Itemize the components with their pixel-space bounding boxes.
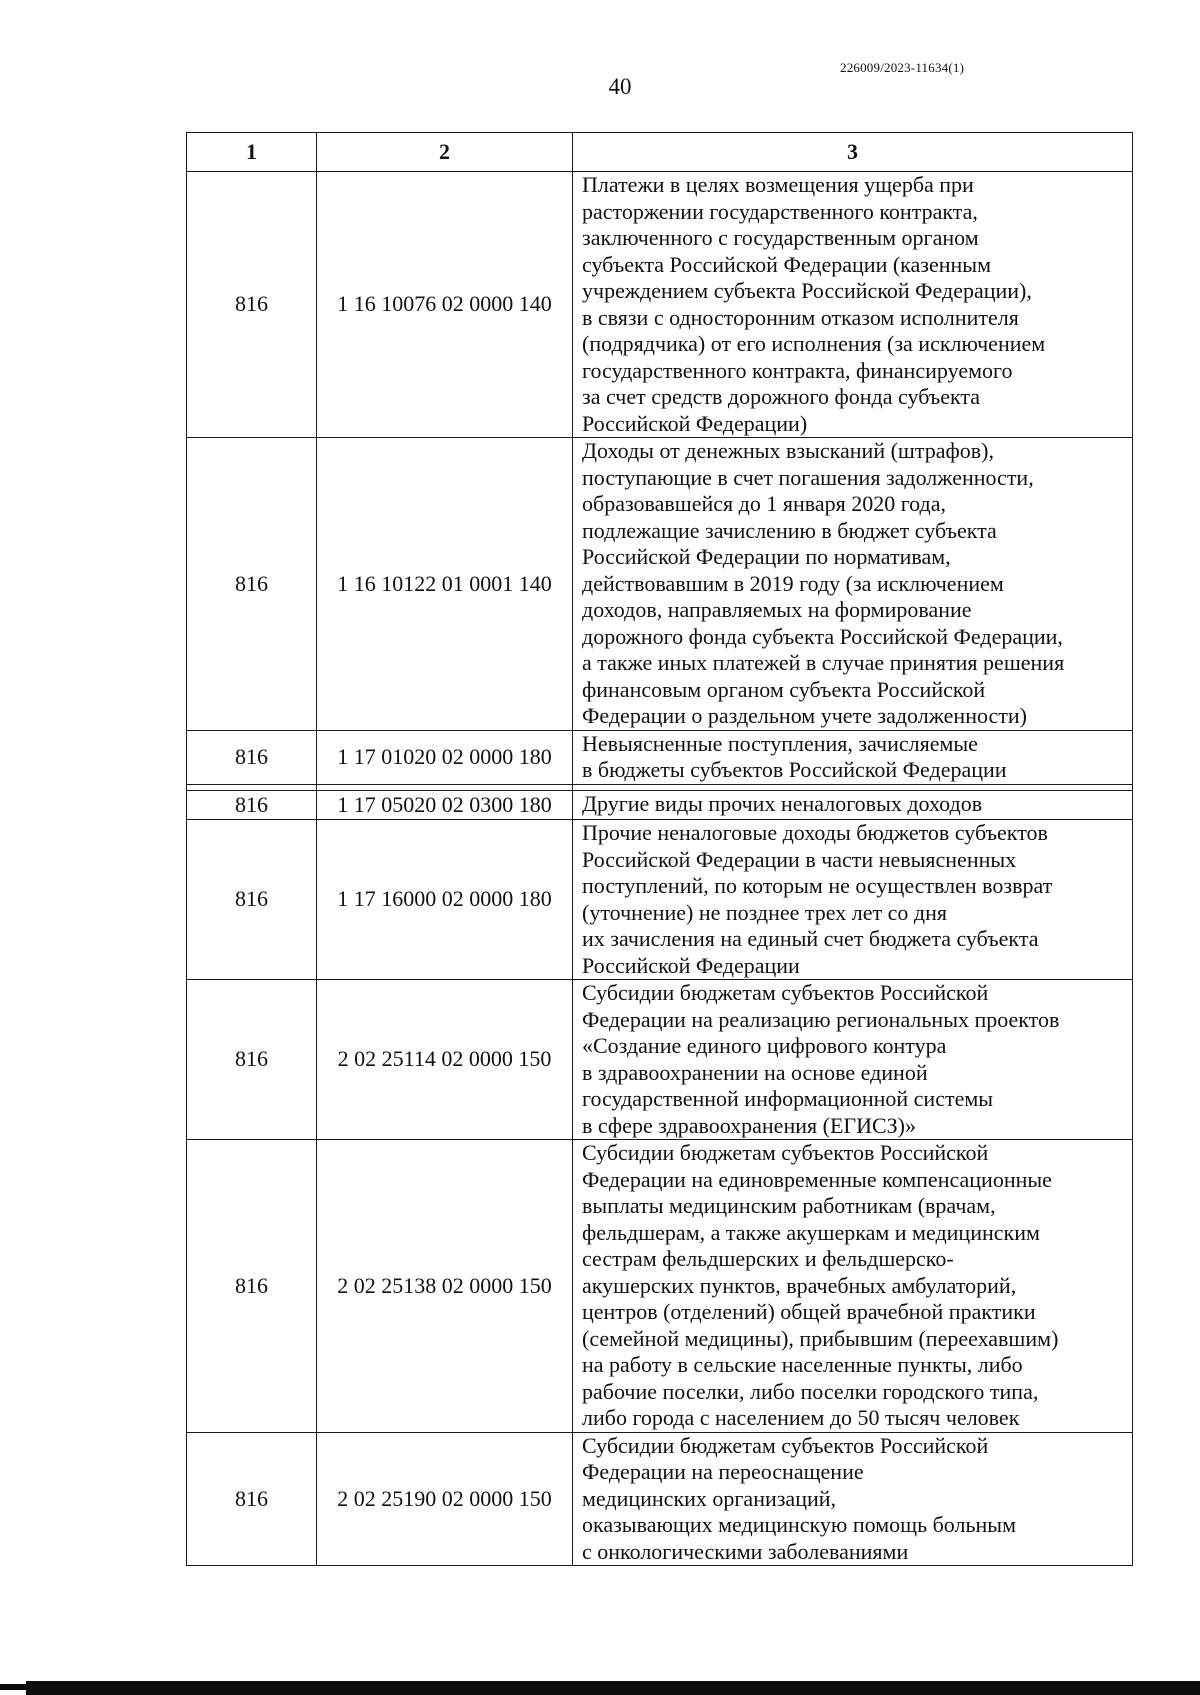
admin-code-cell: 816 (187, 438, 317, 731)
table-row (187, 790, 1133, 820)
description-line: Российской Федерации (582, 952, 800, 978)
description-line: в здравоохранении на основе единой (582, 1059, 928, 1085)
document-registration-number: 226009/2023-11634(1) (840, 60, 965, 75)
description-line: субъекта Российской Федерации (казенным (582, 251, 991, 277)
admin-code-cell: 816 (187, 820, 317, 980)
description-line: сестрам фельдшерских и фельдшерско- (582, 1246, 954, 1271)
description-line: (подрядчика) от его исполнения (за исключением (582, 331, 1046, 356)
admin-code-cell: 816 (187, 172, 317, 438)
description-line: Федерации на единовременные компенсационные (582, 1166, 1052, 1192)
admin-code-cell: 816 (187, 1140, 317, 1433)
income-description-cell (573, 820, 1133, 980)
description-line: а также иных платежей в случае принятия решения (582, 650, 1065, 675)
description-line: доходов, направляемых на формирование (582, 597, 972, 622)
table-row (187, 820, 1133, 980)
income-code-cell: 1 16 10076 02 0000 140 (317, 172, 573, 438)
table-row (187, 172, 1133, 438)
column-header-1: 1 (187, 133, 317, 172)
income-code-cell: 2 02 25114 02 0000 150 (317, 980, 573, 1140)
description-line: (семейной медицины), прибывшим (переехавшим) (582, 1325, 1059, 1351)
table-header-row (187, 133, 1133, 172)
description-line: дорожного фонда субъекта Российской Федерации, (582, 623, 1063, 649)
description-line: расторжении государственного контракта, (582, 198, 978, 224)
table-row (187, 1140, 1133, 1433)
description-line: рабочие поселки, либо поселки городского типа, (582, 1378, 1039, 1404)
admin-code-cell: 816 (187, 730, 317, 784)
scan-bottom-edge (26, 1681, 1200, 1695)
income-code-cell: 1 17 16000 02 0000 180 (317, 820, 573, 980)
description-line: (уточнение) не позднее трех лет со дня (582, 899, 947, 925)
description-line: в сфере здравоохранения (ЕГИСЗ)» (582, 1112, 917, 1138)
description-line: государственного контракта, финансируемого (582, 357, 1013, 383)
description-line: Российской Федерации по нормативам, (582, 544, 951, 569)
income-codes-table (186, 132, 1133, 1566)
description-line: на работу в сельские населенные пункты, либо (582, 1352, 1023, 1377)
income-description-cell (573, 730, 1133, 784)
description-line: образовавшейся до 1 января 2020 года, (582, 491, 946, 516)
description-line: поступлений, по которым не осуществлен возврат (582, 873, 1053, 898)
column-header-3: 3 (573, 133, 1133, 172)
description-line: Невыясненные поступления, зачисляемые (582, 730, 978, 756)
table-row (187, 980, 1133, 1140)
description-line: действовавшим в 2019 году (за исключением (582, 570, 1004, 596)
description-line: Российской Федерации) (582, 410, 808, 436)
description-line: акушерских пунктов, врачебных амбулаторий, (582, 1272, 1017, 1298)
description-line: заключенного с государственным органом (582, 225, 979, 250)
income-code-cell: 1 17 05020 02 0300 180 (317, 790, 573, 820)
admin-code-cell: 816 (187, 1432, 317, 1566)
description-line: медицинских организаций, (582, 1485, 837, 1511)
description-line: Субсидии бюджетам субъектов Российской (582, 1432, 989, 1458)
income-code-cell: 2 02 25190 02 0000 150 (317, 1432, 573, 1566)
income-description-cell (573, 980, 1133, 1140)
description-line: их зачисления на единый счет бюджета субъекта (582, 926, 1039, 951)
description-line: Субсидии бюджетам субъектов Российской (582, 1140, 989, 1165)
description-line: финансовым органом субъекта Российской (582, 676, 986, 702)
description-line: с онкологическими заболеваниями (582, 1538, 909, 1564)
description-line: в бюджеты субъектов Российской Федерации (582, 757, 1007, 782)
column-header-2: 2 (317, 133, 573, 172)
description-line: учреждением субъекта Российской Федерации), (582, 278, 1032, 303)
description-line: Прочие неналоговые доходы бюджетов субъектов (582, 820, 1048, 845)
income-code-cell: 1 17 01020 02 0000 180 (317, 730, 573, 784)
description-line: Федерации на реализацию региональных проектов (582, 1006, 1060, 1032)
description-line: Федерации на переоснащение (582, 1459, 864, 1484)
income-code-cell: 1 16 10122 01 0001 140 (317, 438, 573, 731)
description-line: оказывающих медицинскую помощь больным (582, 1512, 1017, 1537)
description-line: «Создание единого цифрового контура (582, 1033, 947, 1058)
description-line: поступающие в счет погашения задолженности, (582, 464, 1034, 490)
description-line: подлежащие зачислению в бюджет субъекта (582, 517, 997, 543)
income-description-cell (573, 1432, 1133, 1566)
description-line: Субсидии бюджетам субъектов Российской (582, 980, 989, 1005)
admin-code-cell: 816 (187, 790, 317, 820)
table-row (187, 730, 1133, 784)
description-line: выплаты медицинским работникам (врачам, (582, 1193, 996, 1218)
description-line: Российской Федерации в части невыясненных (582, 846, 1017, 872)
description-line: фельдшерам, а также акушеркам и медицинским (582, 1219, 1040, 1245)
description-line: за счет средств дорожного фонда субъекта (582, 384, 981, 409)
income-code-cell: 2 02 25138 02 0000 150 (317, 1140, 573, 1433)
admin-code-cell: 816 (187, 980, 317, 1140)
table-row (187, 438, 1133, 731)
page-number: 40 (608, 74, 632, 99)
description-line: в связи с односторонним отказом исполнителя (582, 304, 1019, 330)
description-line: Другие виды прочих неналоговых доходов (582, 790, 983, 816)
income-description-cell (573, 438, 1133, 731)
description-line: Доходы от денежных взысканий (штрафов), (582, 438, 994, 463)
description-line: Федерации о раздельном учете задолженности) (582, 703, 1027, 728)
description-line: центров (отделений) общей врачебной практики (582, 1299, 1036, 1324)
description-line: Платежи в целях возмещения ущерба при (582, 172, 974, 197)
income-description-cell (573, 172, 1133, 438)
income-description-cell (573, 790, 1133, 820)
description-line: либо города с населением до 50 тысяч человек (582, 1405, 1020, 1430)
table-row (187, 1432, 1133, 1566)
income-description-cell (573, 1140, 1133, 1433)
description-line: государственной информационной системы (582, 1086, 994, 1111)
